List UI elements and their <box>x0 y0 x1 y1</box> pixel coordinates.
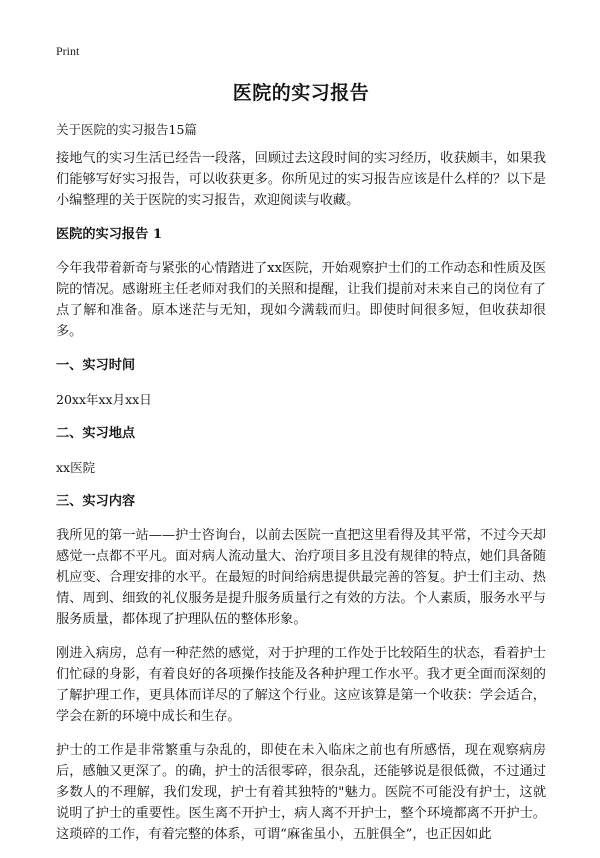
page-title: 医院的实习报告 <box>232 82 370 104</box>
report-1-paragraph-3: 刚进入病房，总有一种茫然的感觉，对于护理的工作处于比较陌生的状态，看着护士们忙碌的身影，有着良好的各项操作技能及各种护理工作水平。我才更全面而深刻的了解护理工作，更具体而详尽的了解这个行业。这应该算是第一个收获：学会适合，学会在新的环境中成长和生存。 <box>56 646 546 724</box>
section-internship-time-heading: 一、实习时间 <box>56 358 136 373</box>
section-internship-location-heading: 二、实习地点 <box>56 426 136 441</box>
internship-time-value: 20xx年xx月xx日 <box>56 392 152 407</box>
document-subtitle: 关于医院的实习报告15篇 <box>56 122 197 137</box>
report-1-paragraph-1: 今年我带着新奇与紧张的心情踏进了xx医院，开始观察护士们的工作动态和性质及医院的情况。感谢班主任老师对我们的关照和提醒，让我们提前对未来自己的岗位有了点了解和准备。原本迷茫与无知，现如今满载而归。即使时间很多短，但收获却很多。 <box>56 261 546 339</box>
internship-location-value: xx医院 <box>56 460 96 475</box>
section-internship-content-heading: 三、实习内容 <box>56 494 136 509</box>
intro-paragraph: 接地气的实习生活已经告一段落，回顾过去这段时间的实习经历，收获颇丰，如果我们能够写好实习报告，可以收获更多。你所见过的实习报告应该是什么样的？以下是小编整理的关于医院的实习报告，欢迎阅读与收藏。 <box>56 151 546 208</box>
report-1-heading: 医院的实习报告 1 <box>56 227 163 242</box>
report-1-paragraph-4: 护士的工作是非常繁重与杂乱的，即使在未入临床之前也有所感悟，现在观察病房后，感触又更深了。的确，护士的活很零碎，很杂乱，还能够说是很低微，不过通过多数人的不理解，我们发现，护士有着其独特的"魅力。医院不可能没有护士，这就说明了护士的重要性。医生离不开护士，病人离不开护士，整个环境都离不开护士。这琐碎的工作，有着完整的体系，可谓“麻雀虽小，五脏俱全”，也正因如此 <box>56 743 546 842</box>
print-link[interactable]: Print <box>56 44 80 58</box>
document-body <box>56 148 546 858</box>
report-1-paragraph-2: 我所见的第一站——护士咨询台，以前去医院一直把这里看得及其平常，不过今天却感觉一点都不平凡。面对病人流动量大、治疗项目多且没有规律的特点，她们具备随机应变、合理安排的水平。在最短的时间给病患提供最完善的答复。护士们主动、热情、周到、细致的礼仪服务是提升服务质量行之有效的方法。个人素质，服务水平与服务质量，都体现了护理队伍的整体形象。 <box>56 528 546 627</box>
